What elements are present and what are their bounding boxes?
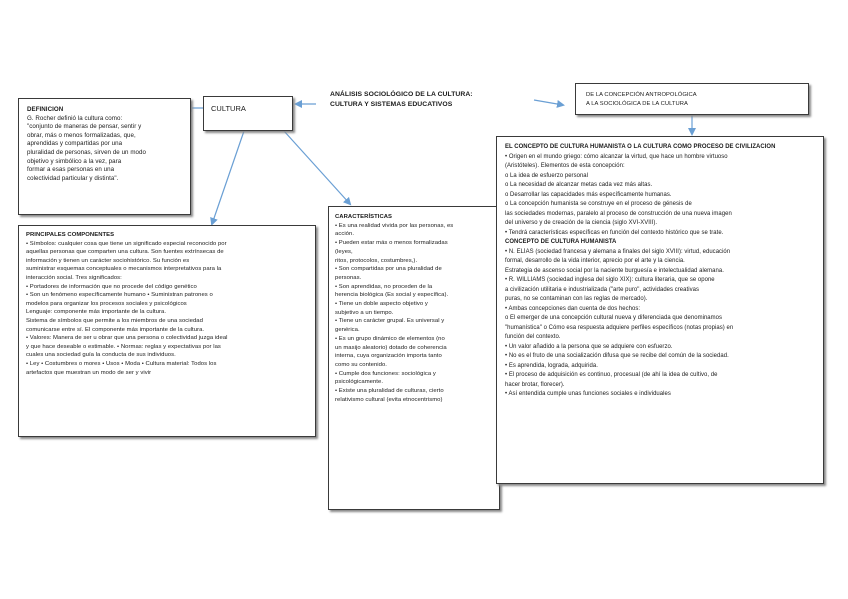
componentes-line: • Símbolos: cualquier cosa que tiene un significado especial reconocido por [26, 240, 227, 247]
componentes-line: • Portadores de información que no procede del código genético [26, 283, 197, 290]
title-line: CULTURA Y SISTEMAS EDUCATIVOS [330, 101, 453, 108]
caracteristicas-line: un masijo aleatorio) dotado de coherencia [335, 344, 447, 351]
definicion-line: formar a esas personas en una [27, 166, 115, 174]
caracteristicas-line: • Existe una pluralidad de culturas, cierto [335, 388, 444, 395]
caracteristicas-line: acción. [335, 231, 355, 238]
componentes-line: modelos para organizar los procesos sociales y psicológicos [26, 300, 187, 307]
definicion-line: G. Rocher definió la cultura como: [27, 114, 123, 122]
title-box [330, 90, 473, 110]
concepcion-box [575, 83, 809, 115]
definicion-line: colectividad particular y distinta". [27, 174, 119, 182]
definicion-heading: DEFINICIÓN [27, 106, 64, 113]
definicion-line: "conjunto de maneras de pensar, sentir y [27, 123, 142, 131]
caracteristicas-heading: CARACTERÍSTICAS [335, 214, 393, 220]
arrow-cultura-to-componentes [212, 131, 244, 224]
caracteristicas-line: personas. [335, 274, 362, 281]
componentes-line: artefactos que muestran un modo de ser y vivir [26, 369, 152, 376]
humanista-line: hacer brotar, florecer). [505, 381, 565, 388]
caracteristicas-line: interna, cuya organización importa tanto [335, 353, 442, 360]
humanista-line: formal, desarrollo de la vida interior, aprecio por el arte y la ciencia. [505, 258, 685, 264]
caracteristicas-line: • Cumple dos funciones: sociológica y [335, 370, 436, 377]
caracteristicas-line: genérica. [335, 327, 360, 334]
definicion-line: pluralidad de personas, sirven de un modo [27, 148, 146, 156]
caracteristicas-line: herencia biológica (Es social y específica). [335, 292, 449, 299]
caracteristicas-line: • Es un grupo dinámico de elementos (no [335, 335, 445, 342]
caracteristicas-line: • Son compartidas por una pluralidad de [335, 266, 442, 273]
humanista-line: • El proceso de adquisición es continuo, procesual (de ahí la idea de cultivo, de [505, 372, 718, 378]
humanista-line: del universo y de creación de la ciencia (siglo XVI-XVIII). [505, 220, 658, 226]
humanista-line: • Así entendida cumple unas funciones sociales e individuales [505, 391, 671, 397]
concepcion-line: DE LA CONCEPCIÓN ANTROPOLÓGICA [586, 92, 697, 98]
componentes-line: información y tienen un carácter sociohistórico. Su función es [26, 257, 190, 264]
componentes-box [18, 225, 316, 437]
humanista-line: o El emerger de una concepción cultural nueva y diferenciada que denominamos [505, 315, 723, 321]
humanista-line: • No es el fruto de una socialización difusa que se recibe del común de la sociedad. [505, 353, 729, 359]
arrow-cultura-to-caracteristicas [284, 131, 350, 204]
caracteristicas-line: como su contenido. [335, 361, 387, 368]
caracteristicas-line: • Pueden estar más o menos formalizadas [335, 240, 448, 247]
componentes-line: Lenguaje: componente más importante de la cultura. [26, 309, 167, 316]
definicion-line: objetivo y simbólico a la vez, para [27, 157, 122, 165]
humanista-line: • Un valor añadido a la persona que se adquiere con esfuerzo. [505, 343, 673, 350]
componentes-line: Sistema de símbolos que permite a los miembros de una sociedad [26, 317, 203, 324]
definicion-box [18, 98, 191, 215]
humanista-line: • Es aprendida, lograda, adquirida. [505, 362, 598, 369]
humanista-box [496, 136, 824, 484]
humanista-line: (Aristóteles). Elementos de esta concepción: [505, 163, 625, 169]
caracteristicas-box [328, 206, 500, 510]
humanista-line: función del contexto. [505, 334, 561, 340]
definicion-line: obrar, más o menos formalizadas, que, [27, 131, 136, 139]
componentes-line: interacción social. Tres significados: [26, 274, 122, 281]
componentes-line: • Ley • Costumbres o mores • Usos • Moda • Cultura material: Todos los [26, 360, 217, 367]
humanista-line: "humanística" o Cómo esa respuesta adquiere perfiles específicos (notas propias) en [505, 324, 734, 331]
humanista-line: o Desarrollar las capacidades más específicamente humanas. [505, 191, 672, 198]
componentes-line: • Valores: Manera de ser u obrar que una persona o colectividad juzga ideal [26, 335, 228, 342]
caracteristicas-line: ritos, protocolos, costumbres,). [335, 257, 418, 264]
humanista-line: o La idea de esfuerzo personal [505, 172, 589, 179]
componentes-line: suministrar esquemas conceptuales o mecanismos interpretativos para la [26, 266, 222, 273]
cultura-label: CULTURA [211, 104, 246, 113]
caracteristicas-line: • Tiene un doble aspecto objetivo y [335, 301, 428, 308]
definicion-line: aprendidas y compartidas por una [27, 140, 123, 148]
humanista-line: • Origen en el mundo griego: cómo alcanzar la virtud, que hace un hombre virtuoso [505, 153, 728, 160]
humanista-line: o La necesidad de alcanzar metas cada vez más altas. [505, 182, 653, 188]
componentes-heading: PRINCIPALES COMPONENTES [26, 232, 115, 238]
componentes-line: aquellas personas que comparten una cultura. Son fuentes extrínsecas de [26, 249, 224, 256]
caracteristicas-line: • Es una realidad vivida por las personas, es [335, 222, 454, 229]
humanista-heading: EL CONCEPTO DE CULTURA HUMANISTA O LA CULTURA COMO PROCESO DE CIVILIZACIÓN [505, 144, 776, 150]
caracteristicas-line: (leyes, [335, 248, 353, 255]
humanista-line: puras, no se contaminan con las reglas de mercado). [505, 296, 648, 302]
humanista-line: • R. WILLIAMS (sociedad inglesa del siglo XIX): cultura literaria, que se opone [505, 277, 715, 283]
humanista-line: las sociedades modernas, paralelo al proceso de construcción de una nueva imagen [505, 210, 732, 217]
caracteristicas-line: subjetivo a un tiempo. [335, 309, 394, 316]
componentes-line: • Son un fenómeno específicamente humano • Suministran patrones o [26, 292, 213, 299]
humanista-line: • N. ELÍAS (sociedad francesa y alemana a finales del siglo XVIII): virtud, educación [505, 248, 731, 255]
humanista-line: a civilización utilitaria e industrializada ("arte puro", actividades creativas [505, 286, 699, 293]
title-line: ANÁLISIS SOCIOLÓGICO DE LA CULTURA: [330, 91, 473, 98]
concepcion-line: A LA SOCIOLÓGICA DE LA CULTURA [586, 100, 688, 107]
componentes-line: y que hace deseable o estimable. • Normas: reglas y expectativas por las [26, 343, 221, 350]
humanista-line: • Ambas concepciones dan cuenta de dos hechos: [505, 305, 641, 312]
cultura-box [203, 96, 293, 131]
arrow-title-to-concepcion [534, 100, 563, 105]
caracteristicas-line: • Son aprendidas, no proceden de la [335, 283, 433, 290]
humanista-line: o La concepción humanista se construye en el proceso de génesis de [505, 201, 692, 207]
humanista-subheading: CONCEPTO DE CULTURA HUMANISTA [505, 239, 617, 245]
caracteristicas-line: psicológicamente. [335, 379, 384, 386]
caracteristicas-line: relativismo cultural (evita etnocentrismo) [335, 396, 443, 403]
componentes-line: cuales una sociedad guía la conducta de sus individuos. [26, 352, 176, 359]
humanista-line: • Tendrá características específicas en función del contexto histórico que se trate. [505, 229, 724, 236]
caracteristicas-line: • Tiene un carácter grupal. Es universal y [335, 318, 445, 325]
componentes-line: comunicarse entre sí. El componente más importante de la cultura. [26, 326, 205, 333]
humanista-line: Estrategia de ascenso social por la naciente burguesía e intelectualidad alemana. [505, 267, 724, 274]
